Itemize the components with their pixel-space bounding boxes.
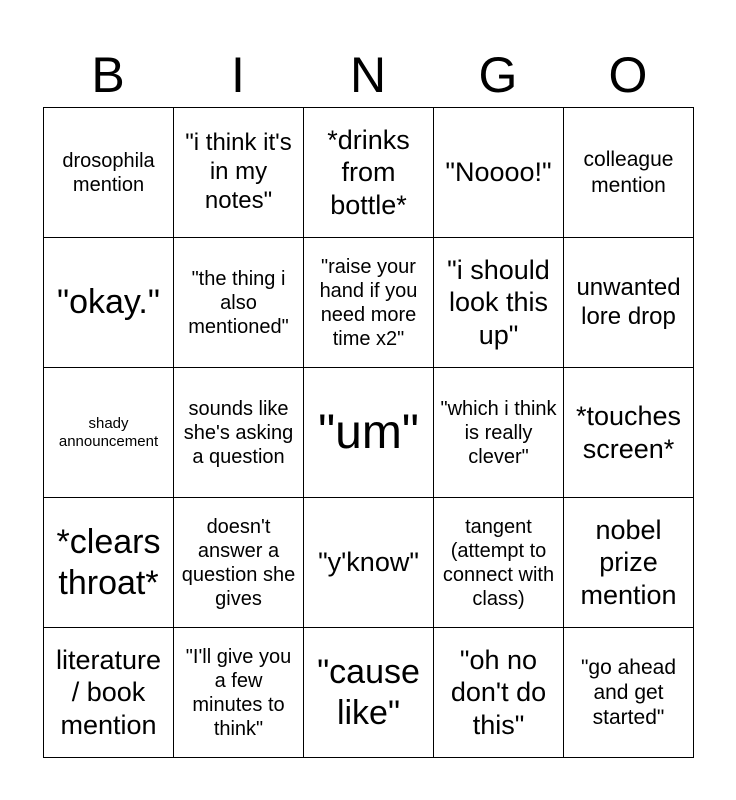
bingo-cell[interactable] <box>434 238 564 368</box>
bingo-cell[interactable] <box>304 238 434 368</box>
bingo-cell[interactable] <box>44 238 174 368</box>
bingo-cell[interactable] <box>304 108 434 238</box>
cell-text: "i should look this up" <box>447 254 550 350</box>
cell-text: "which i think is really clever" <box>440 397 557 468</box>
board-row <box>44 368 694 498</box>
cell-text: "i think it's in my notes" <box>185 129 292 214</box>
bingo-cell[interactable] <box>44 368 174 498</box>
cell-text: "Noooo!" <box>445 157 552 188</box>
bingo-cell[interactable] <box>44 108 174 238</box>
header-letter-g: G <box>478 47 518 103</box>
bingo-cell[interactable] <box>564 238 694 368</box>
bingo-cell[interactable] <box>304 628 434 758</box>
cell-text: tangent (attempt to connect with class) <box>442 515 555 610</box>
bingo-cell[interactable] <box>174 368 304 498</box>
cell-text: "oh no don't do this" <box>450 644 547 740</box>
cell-text: "I'll give you a few minutes to think" <box>185 645 292 740</box>
bingo-cell[interactable] <box>174 628 304 758</box>
cell-text: doesn't answer a question she gives <box>181 515 296 610</box>
cell-text: nobel prize mention <box>580 514 677 610</box>
bingo-cell[interactable] <box>434 498 564 628</box>
cell-text: *clears throat* <box>56 522 161 602</box>
cell-text: drosophila mention <box>62 149 155 196</box>
bingo-cell[interactable] <box>44 498 174 628</box>
cell-text: *drinks from bottle* <box>327 124 410 220</box>
cell-text: "cause like" <box>317 652 420 732</box>
cell-text: "raise your hand if you need more time x2" <box>319 255 418 350</box>
board-row <box>44 628 694 758</box>
cell-text: unwanted lore drop <box>576 273 681 330</box>
header-letter-n: N <box>349 47 387 103</box>
bingo-cell[interactable] <box>304 368 434 498</box>
bingo-cell[interactable] <box>564 108 694 238</box>
board-row <box>44 108 694 238</box>
cell-text: literature / book mention <box>55 644 162 740</box>
board-row <box>44 238 694 368</box>
cell-text: "okay." <box>57 283 160 322</box>
cell-text: "um" <box>318 405 419 459</box>
bingo-header <box>43 42 693 108</box>
cell-text: "go ahead and get started" <box>580 655 677 730</box>
bingo-cell[interactable] <box>434 628 564 758</box>
bingo-cell[interactable] <box>434 108 564 238</box>
bingo-cell[interactable] <box>564 498 694 628</box>
bingo-cell[interactable] <box>564 368 694 498</box>
header-letter-o: O <box>608 47 648 103</box>
board-row <box>44 498 694 628</box>
cell-text: *touches screen* <box>575 401 682 464</box>
bingo-cell[interactable] <box>564 628 694 758</box>
bingo-cell[interactable] <box>174 238 304 368</box>
header-letter-b: B <box>91 47 125 103</box>
cell-text: shady announcement <box>58 414 159 450</box>
bingo-cell[interactable] <box>174 108 304 238</box>
bingo-cell[interactable] <box>44 628 174 758</box>
bingo-board <box>43 107 694 758</box>
bingo-cell[interactable] <box>304 498 434 628</box>
cell-text: sounds like she's asking a question <box>183 397 294 468</box>
header-letter-i: I <box>231 47 245 103</box>
bingo-cell[interactable] <box>434 368 564 498</box>
cell-text: "y'know" <box>318 547 419 578</box>
cell-text: "the thing i also mentioned" <box>188 267 289 338</box>
cell-text: colleague mention <box>583 148 674 197</box>
bingo-cell[interactable] <box>174 498 304 628</box>
